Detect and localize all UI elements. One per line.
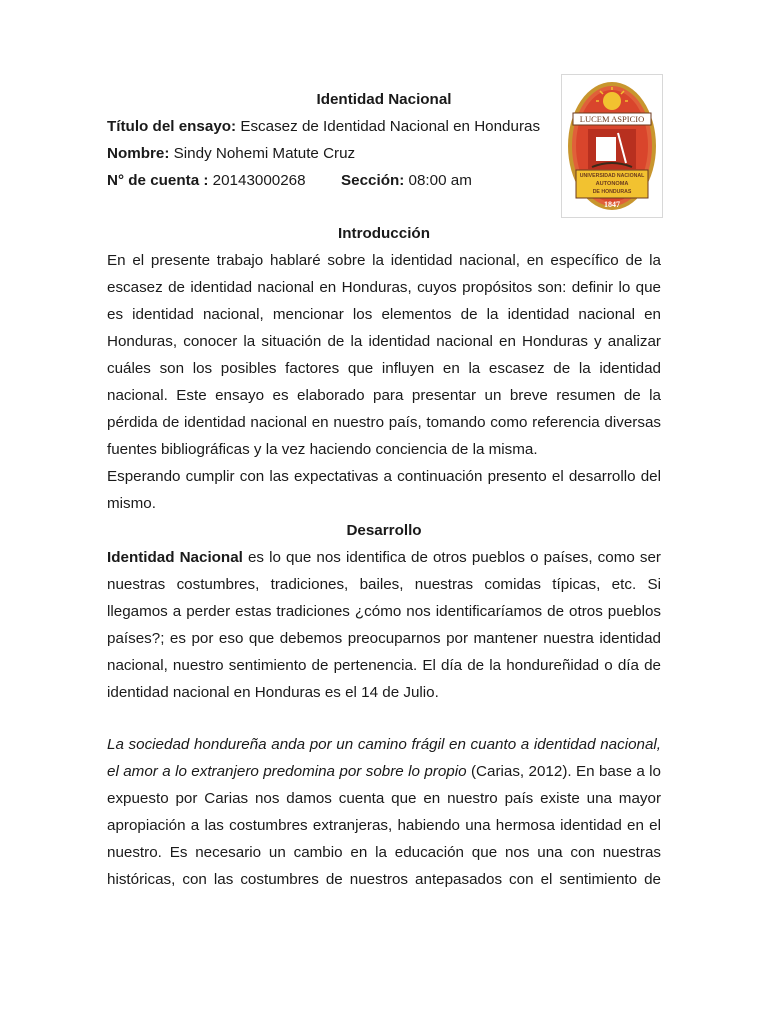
intro-line: cuáles son los posibles factores que influyen en la escasez de la identidad [107, 360, 661, 377]
identity-term: Identidad Nacional [107, 549, 243, 566]
development-line: llegamos a perder estas tradiciones ¿cómo nos identificaríamos de otros pueblos [107, 603, 661, 620]
quote-line: La sociedad hondureña anda por un camino frágil en cuanto a identidad nacional, [107, 736, 661, 753]
name-label: Nombre: [107, 145, 170, 162]
development-line: apropiación a las costumbres extranjeras, habiendo una hermosa identidad en el [107, 817, 661, 834]
document-title: Identidad Nacional [316, 91, 452, 108]
svg-text:AUTONOMA: AUTONOMA [595, 181, 629, 187]
account-line [107, 167, 547, 194]
name-value: Sindy Nohemi Matute Cruz [169, 145, 356, 162]
introduction-heading: Introducción [338, 225, 430, 242]
intro-line: fuentes bibliográficas y la vez haciendo conciencia de la misma. [107, 441, 538, 458]
section-field [341, 167, 472, 194]
university-seal-icon [562, 75, 662, 217]
essay-title-value: Escasez de Identidad Nacional en Honduras [236, 118, 541, 135]
development-line: nuestras costumbres, tradiciones, bailes, nuestras comidas típicas, etc. Si [107, 576, 661, 593]
university-seal [561, 74, 663, 218]
intro-line: nacional. Este ensayo es elaborado para presentar un breve resumen de la [107, 387, 661, 404]
essay-title-label: Título del ensayo: [107, 118, 237, 135]
development-line: nuestro. Es necesario un cambio en la educación que nos una con nuestras [107, 844, 661, 861]
svg-text:1847: 1847 [604, 200, 620, 209]
development-heading: Desarrollo [346, 522, 422, 539]
quote-line [107, 758, 661, 785]
intro-line: pérdida de identidad nacional en nuestro país, tomando como referencia diversas [107, 414, 661, 431]
development-line: países?; es por eso que debemos preocuparnos por mantener nuestra identidad [107, 630, 661, 647]
intro-line: Esperando cumplir con las expectativas a continuación presento el desarrollo del [107, 468, 661, 485]
citation-text: (Carias, 2012). En base a lo [466, 763, 661, 780]
intro-line: mismo. [107, 495, 156, 512]
intro-line: escasez de identidad nacional en Honduras, cuyos propósitos son: definir lo que [107, 279, 661, 296]
svg-text:LUCEM ASPICIO: LUCEM ASPICIO [579, 114, 645, 124]
quote-text: el amor a lo extranjero predomina por sobre lo propio [107, 763, 467, 780]
svg-text:DE HONDURAS: DE HONDURAS [592, 189, 632, 195]
development-line: históricas, con las costumbres de nuestros antepasados con el sentimiento de [107, 871, 661, 888]
development-line: identidad nacional en Honduras es el 14 de Julio. [107, 684, 439, 701]
development-line: nacional, nuestro sentimiento de pertenencia. El día de la hondureñidad o día de [107, 657, 661, 674]
development-line [107, 544, 661, 571]
account-value: 20143000268 [208, 172, 306, 189]
svg-text:UNIVERSIDAD NACIONAL: UNIVERSIDAD NACIONAL [579, 173, 645, 179]
intro-line: En el presente trabajo hablaré sobre la identidad nacional, en específico de la [107, 252, 661, 269]
section-label: Sección: [341, 172, 405, 189]
intro-line: es identidad nacional, mencionar los elementos de la identidad nacional en [107, 306, 661, 323]
development-text: es lo que nos identifica de otros pueblos o países, como ser [242, 549, 661, 566]
section-value: 08:00 am [404, 172, 472, 189]
account-label: N° de cuenta : [107, 172, 209, 189]
intro-line: Honduras, conocer la situación de la identidad nacional en Honduras y analizar [107, 333, 661, 350]
development-line: expuesto por Carias nos damos cuenta que en nuestro país existe una mayor [107, 790, 661, 807]
